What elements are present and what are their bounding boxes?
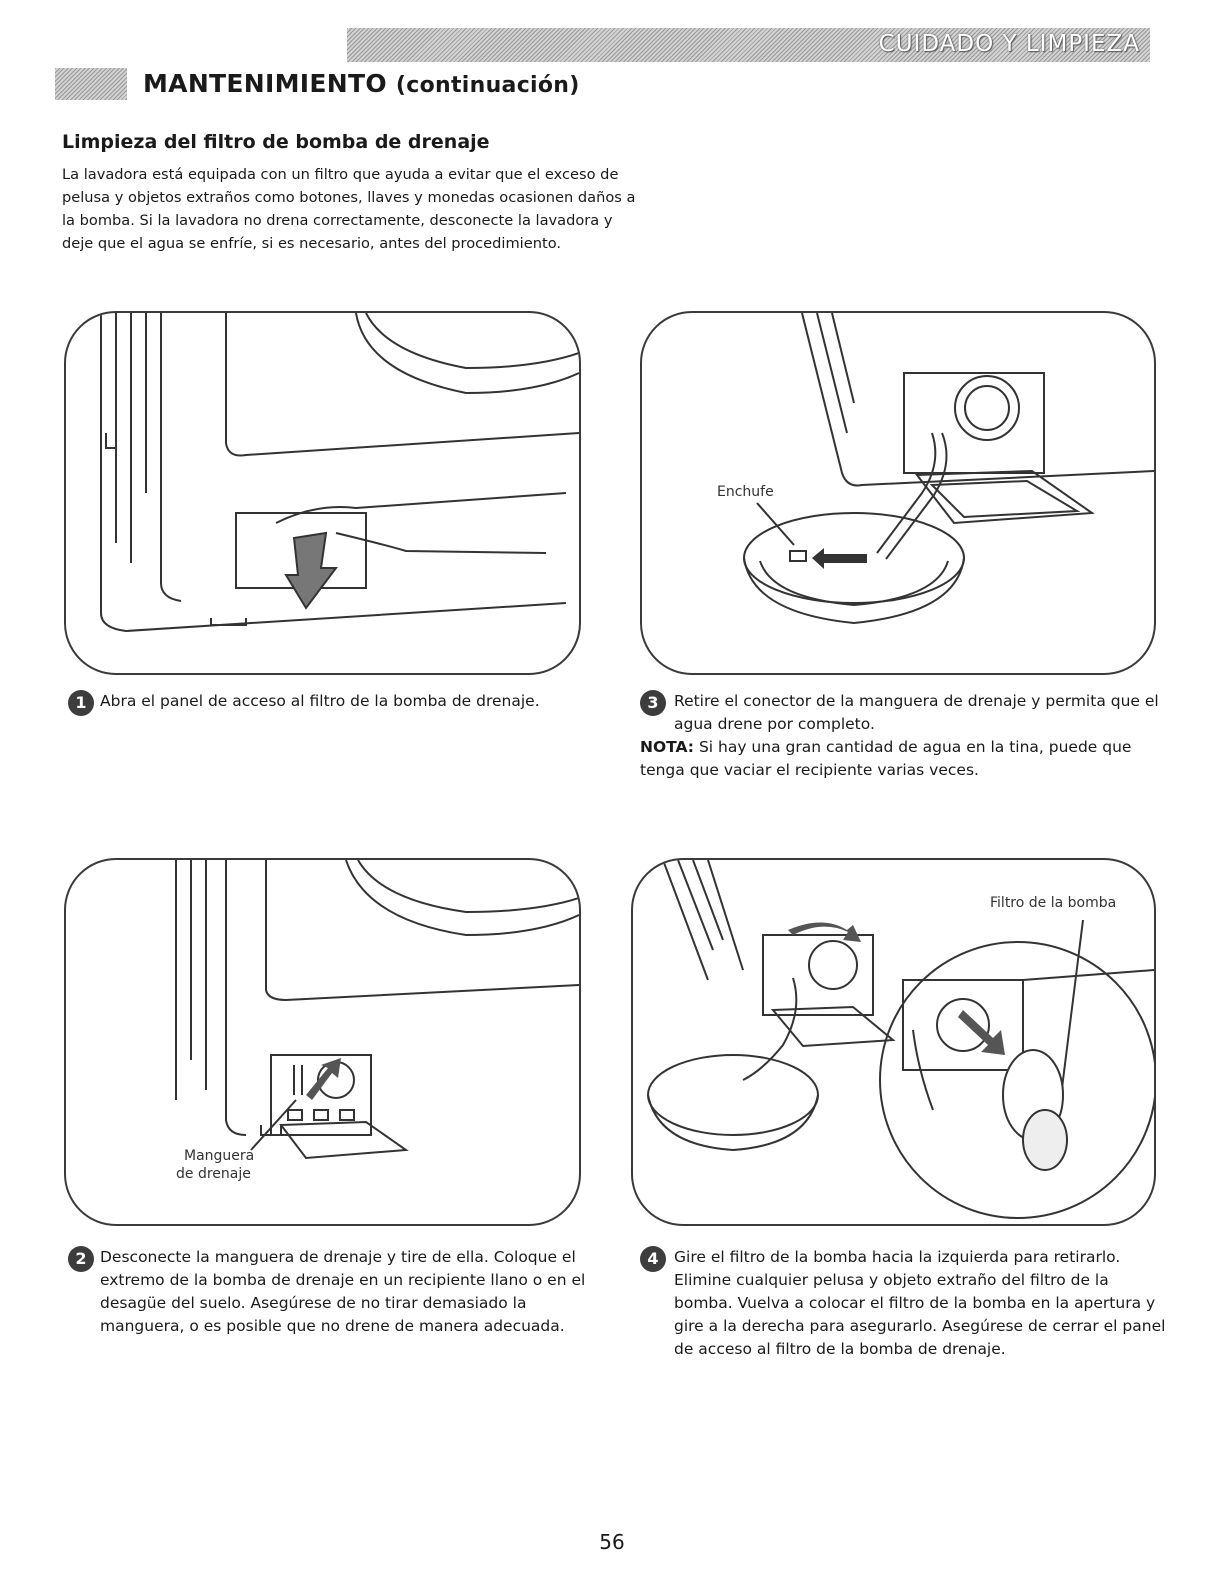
page-title-main: MANTENIMIENTO: [143, 69, 387, 98]
label-enchufe: Enchufe: [717, 484, 774, 500]
intro-paragraph: La lavadora está equipada con un filtro que ayuda a evitar que el exceso de pelusa y objetos extraños como botones, llaves y monedas ocasionen daños a la bomba. Si la lavadora no drena correctamente, desconecte la lavadora y deje que el agua se enfríe, si es necesario, antes del procedimiento.: [62, 166, 636, 252]
step-4-badge: 4: [640, 1246, 666, 1272]
illustration-step-1: [64, 311, 581, 675]
step-3-badge: 3: [640, 690, 666, 716]
title-marker-block: [55, 68, 127, 100]
step-2-badge: 2: [68, 1246, 94, 1272]
page-number: 56: [599, 1530, 625, 1554]
label-manguera-line1: Manguera: [184, 1148, 255, 1164]
note-text: Si hay una gran cantidad de agua en la tina, puede que tenga que vaciar el recipiente varias veces.: [640, 738, 1132, 779]
step-2-text: Desconecte la manguera de drenaje y tire de ella. Coloque el extremo de la bomba de drenaje en un recipiente llano o en el desagüe del suelo. Asegúrese de no tirar demasiado la manguera, o es posible que no drene de manera adecuada.: [100, 1248, 586, 1335]
section-banner-label: CUIDADO Y LIMPIEZA: [878, 31, 1140, 57]
step-1-badge: 1: [68, 690, 94, 716]
note-label: NOTA:: [640, 738, 695, 756]
step-1-text: Abra el panel de acceso al filtro de la bomba de drenaje.: [100, 692, 540, 710]
section-subheading: Limpieza del filtro de bomba de drenaje: [62, 131, 490, 153]
step-4-text: Gire el filtro de la bomba hacia la izquierda para retirarlo. Elimine cualquier pelusa y objeto extraño del filtro de la bomba. Vuelva a colocar el filtro de la bomba en la apertura y gire a la derecha para asegurarlo. Asegúrese de cerrar el panel de acceso al filtro de la bomba de drenaje.: [674, 1248, 1166, 1358]
washer-open-panel-illustration: [66, 313, 579, 673]
illustration-step-2: [64, 858, 581, 1226]
step-3-note: [640, 736, 1170, 782]
section-banner: [347, 28, 1150, 62]
label-filtro: Filtro de la bomba: [990, 895, 1117, 911]
illustration-step-4: [631, 858, 1156, 1226]
illustration-step-3: [640, 311, 1156, 675]
step-3-text: Retire el conector de la manguera de drenaje y permita que el agua drene por completo.: [674, 692, 1159, 733]
page-title-sub: (continuación): [395, 73, 580, 98]
label-manguera-line2: de drenaje: [176, 1166, 251, 1182]
page-title: [143, 69, 580, 98]
